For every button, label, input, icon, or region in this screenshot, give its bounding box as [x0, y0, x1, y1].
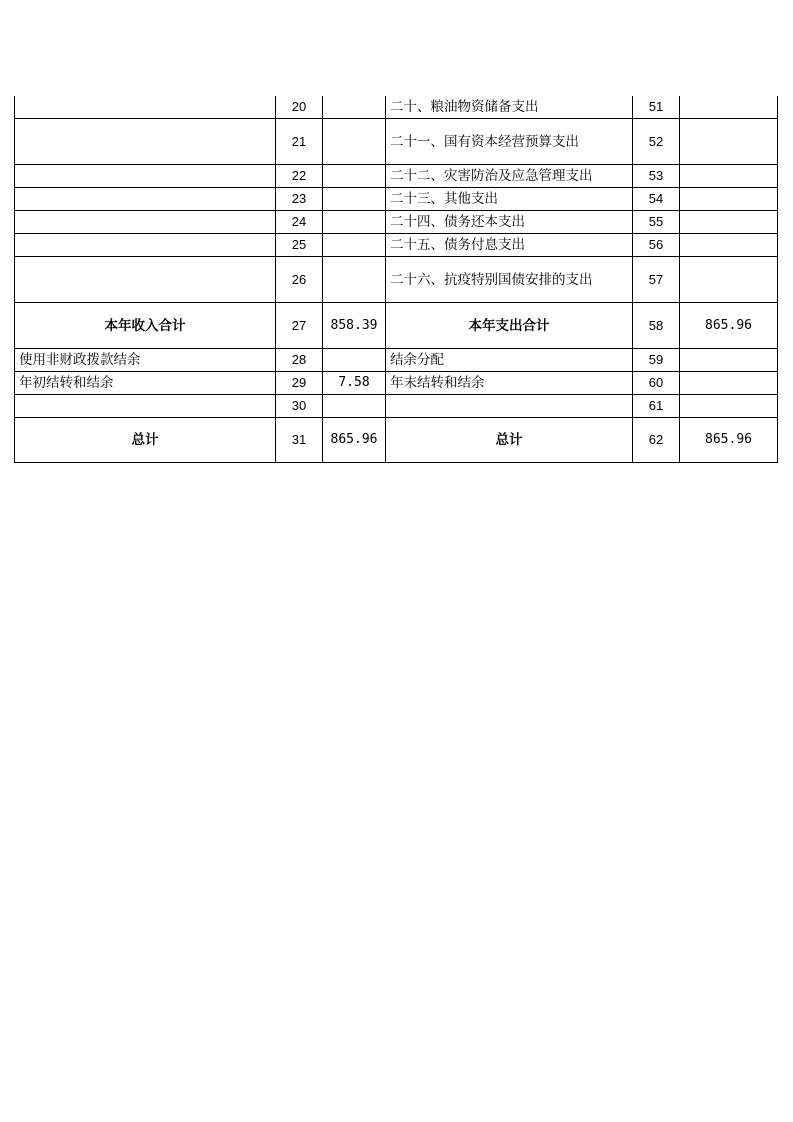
table-row: [15, 119, 778, 165]
expense-amount-cell: [680, 395, 778, 418]
budget-table-page: [14, 96, 777, 463]
income-row-number: 21: [276, 119, 323, 165]
expense-row-number: 62: [633, 418, 680, 463]
income-item-cell: [15, 96, 276, 119]
expense-amount-cell: [680, 372, 778, 395]
expense-item-cell: 二十四、债务还本支出: [386, 211, 633, 234]
income-row-number: 28: [276, 349, 323, 372]
expense-item-cell: 年末结转和结余: [386, 372, 633, 395]
expense-row-number: 59: [633, 349, 680, 372]
expense-item-cell: 二十六、抗疫特别国债安排的支出: [386, 257, 633, 303]
expense-row-number: 54: [633, 188, 680, 211]
income-amount-cell: [323, 188, 386, 211]
income-amount-cell: 7.58: [323, 372, 386, 395]
expense-amount-cell: [680, 96, 778, 119]
table-row-subtotal: [15, 303, 778, 349]
income-row-number: 25: [276, 234, 323, 257]
expense-amount-cell: 865.96: [680, 303, 778, 349]
expense-item-cell: [386, 395, 633, 418]
table-row: [15, 349, 778, 372]
income-row-number: 31: [276, 418, 323, 463]
table-row: [15, 372, 778, 395]
expense-row-number: 60: [633, 372, 680, 395]
expense-total-label: 总计: [386, 418, 633, 463]
income-row-number: 24: [276, 211, 323, 234]
expense-row-number: 56: [633, 234, 680, 257]
table-row: [15, 188, 778, 211]
expense-amount-cell: [680, 211, 778, 234]
income-item-cell: [15, 211, 276, 234]
table-row: [15, 165, 778, 188]
expense-item-cell: 二十五、债务付息支出: [386, 234, 633, 257]
expense-row-number: 58: [633, 303, 680, 349]
income-row-number: 29: [276, 372, 323, 395]
expense-amount-cell: [680, 349, 778, 372]
income-item-cell: [15, 188, 276, 211]
expense-row-number: 53: [633, 165, 680, 188]
income-expense-table: [14, 96, 778, 463]
income-total-label: 总计: [15, 418, 276, 463]
expense-item-cell: 二十一、国有资本经营预算支出: [386, 119, 633, 165]
table-row: [15, 234, 778, 257]
expense-item-cell: 二十、粮油物资储备支出: [386, 96, 633, 119]
expense-amount-cell: [680, 234, 778, 257]
expense-item-cell: 结余分配: [386, 349, 633, 372]
income-amount-cell: 858.39: [323, 303, 386, 349]
income-item-cell: 年初结转和结余: [15, 372, 276, 395]
expense-subtotal-label: 本年支出合计: [386, 303, 633, 349]
income-item-cell: [15, 234, 276, 257]
income-amount-cell: [323, 349, 386, 372]
income-row-number: 22: [276, 165, 323, 188]
income-item-cell: 使用非财政拨款结余: [15, 349, 276, 372]
income-item-cell: [15, 119, 276, 165]
expense-row-number: 51: [633, 96, 680, 119]
expense-amount-cell: [680, 188, 778, 211]
expense-amount-cell: 865.96: [680, 418, 778, 463]
income-amount-cell: [323, 165, 386, 188]
income-row-number: 27: [276, 303, 323, 349]
income-row-number: 26: [276, 257, 323, 303]
expense-row-number: 61: [633, 395, 680, 418]
income-item-cell: [15, 257, 276, 303]
income-amount-cell: [323, 119, 386, 165]
income-row-number: 20: [276, 96, 323, 119]
income-item-cell: [15, 395, 276, 418]
table-row: [15, 395, 778, 418]
table-row: [15, 96, 778, 119]
income-row-number: 23: [276, 188, 323, 211]
expense-amount-cell: [680, 119, 778, 165]
table-row-total: [15, 418, 778, 463]
income-amount-cell: [323, 96, 386, 119]
income-amount-cell: [323, 234, 386, 257]
income-amount-cell: [323, 395, 386, 418]
table-row: [15, 211, 778, 234]
income-amount-cell: 865.96: [323, 418, 386, 463]
income-amount-cell: [323, 257, 386, 303]
income-row-number: 30: [276, 395, 323, 418]
table-row: [15, 257, 778, 303]
income-subtotal-label: 本年收入合计: [15, 303, 276, 349]
expense-amount-cell: [680, 165, 778, 188]
income-item-cell: [15, 165, 276, 188]
expense-item-cell: 二十二、灾害防治及应急管理支出: [386, 165, 633, 188]
expense-row-number: 57: [633, 257, 680, 303]
expense-item-cell: 二十三、其他支出: [386, 188, 633, 211]
expense-amount-cell: [680, 257, 778, 303]
income-amount-cell: [323, 211, 386, 234]
expense-row-number: 55: [633, 211, 680, 234]
expense-row-number: 52: [633, 119, 680, 165]
